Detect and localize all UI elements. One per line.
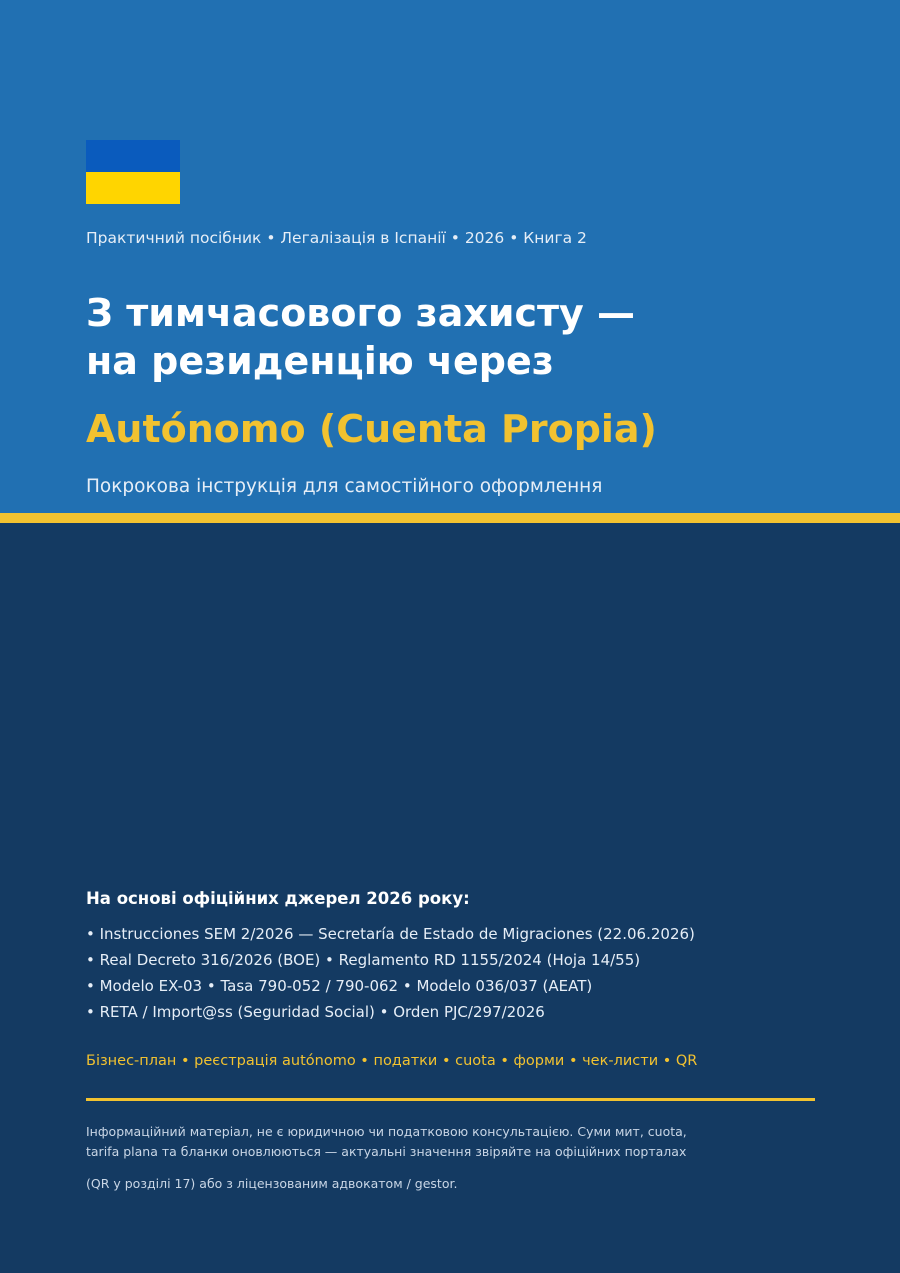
disclaimer-line-2: tarifa plana та бланки оновлюються — актуальні значення звіряйте на офіційних порталах	[86, 1144, 687, 1159]
sources-list	[86, 923, 695, 1027]
yellow-divider-stripe	[0, 513, 900, 523]
title-line-2: на резиденцію через	[86, 339, 554, 383]
yellow-rule	[86, 1098, 815, 1101]
title-line-1: З тимчасового захисту —	[86, 291, 636, 335]
list-item: • Real Decreto 316/2026 (BOE) • Reglamento RD 1155/2024 (Hoja 14/55)	[86, 951, 641, 969]
flag-blue-half	[86, 140, 180, 172]
accent-title: Autónomo (Cuenta Propia)	[86, 407, 657, 451]
list-item: • Instrucciones SEM 2/2026 — Secretaría de Estado de Migraciones (22.06.2026)	[86, 925, 695, 943]
page-title	[86, 289, 635, 385]
topic-tags: Бізнес-план • реєстрація autónomo • податки • cuota • форми • чек-листи • QR	[86, 1053, 698, 1069]
sources-heading: На основі офіційних джерел 2026 року:	[86, 889, 470, 908]
disclaimer-line-1: Інформаційний матеріал, не є юридичною чи податковою консультацією. Суми мит, cuota,	[86, 1124, 687, 1139]
disclaimer-line-3: (QR у розділі 17) або з ліцензованим адвокатом / gestor.	[86, 1176, 458, 1191]
ukraine-flag-icon	[86, 140, 180, 204]
series-kicker: Практичний посібник • Легалізація в Іспанії • 2026 • Книга 2	[86, 229, 587, 247]
list-item: • Modelo EX-03 • Tasa 790-052 / 790-062 • Modelo 036/037 (AEAT)	[86, 977, 593, 995]
subtitle: Покрокова інструкція для самостійного оформлення	[86, 476, 603, 497]
flag-yellow-half	[86, 172, 180, 204]
list-item: • RETA / Import@ss (Seguridad Social) • Orden PJC/297/2026	[86, 1003, 545, 1021]
